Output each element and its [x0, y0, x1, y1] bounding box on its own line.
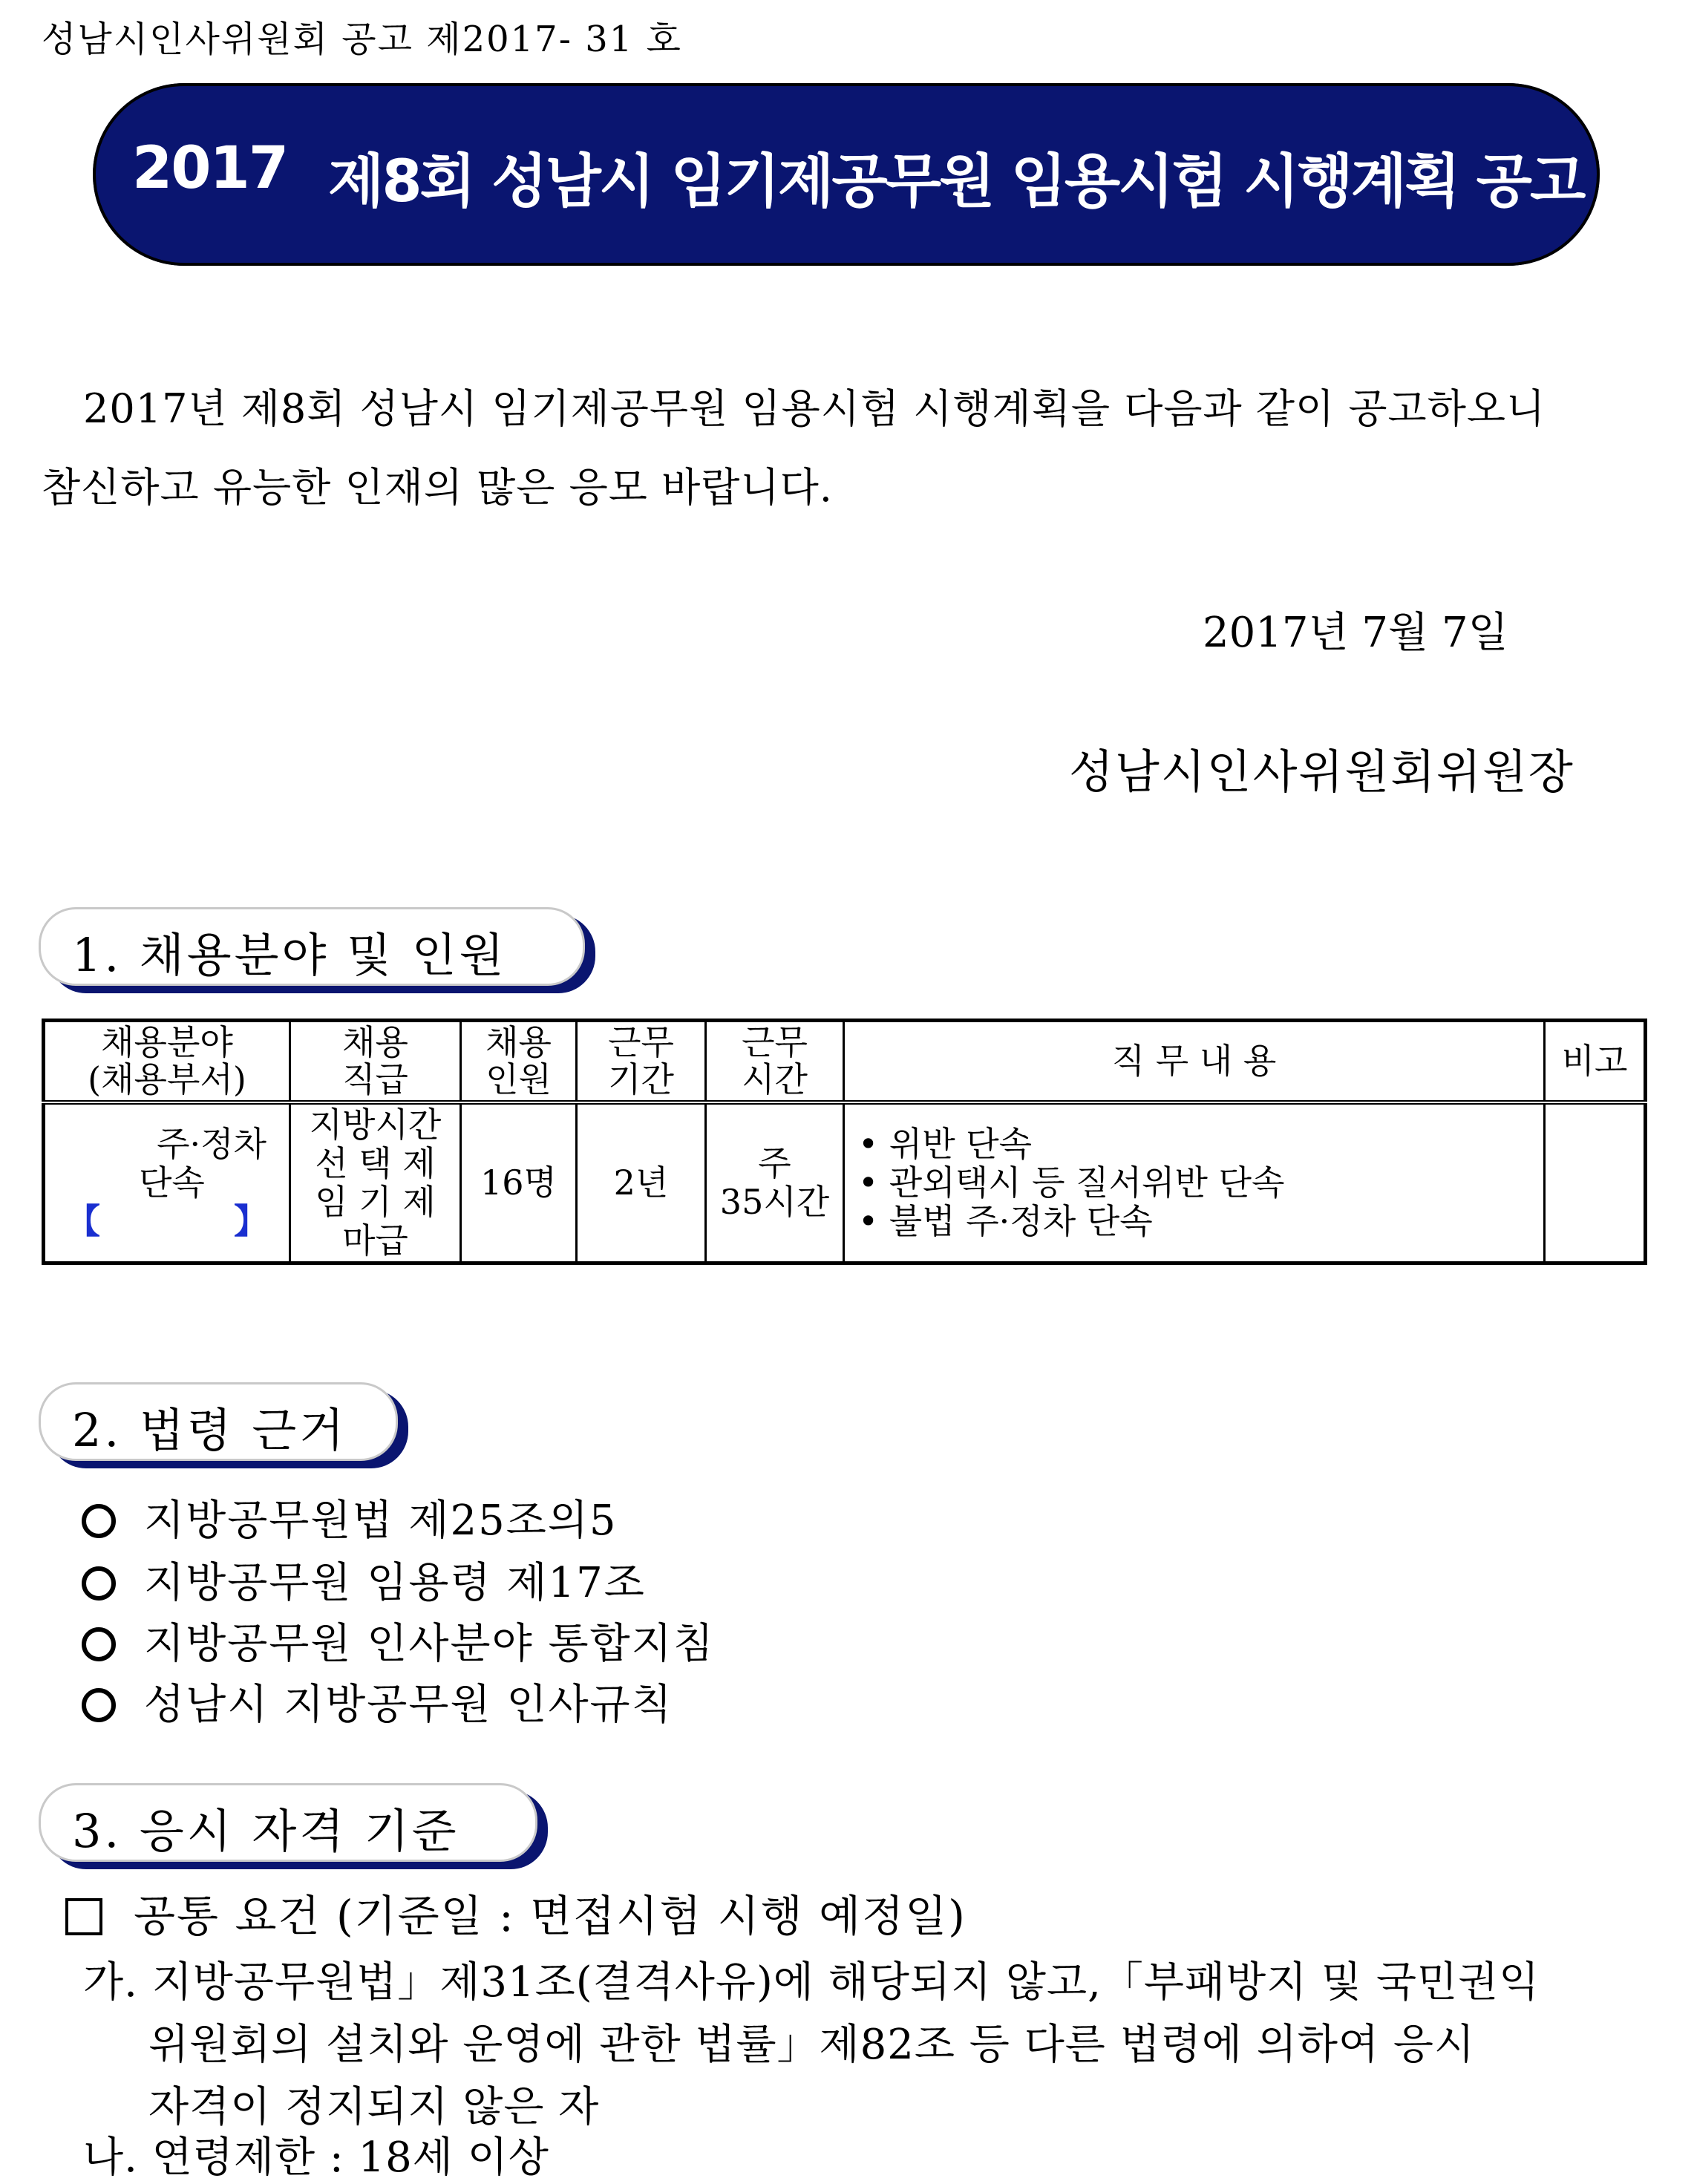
intro-line-2: 참신하고 유능한 인재의 많은 응모 바랍니다. [42, 464, 833, 511]
cell-grade: 지방시간 선 택 제 임 기 제 마급 [290, 1102, 461, 1263]
requirement-a-line-3: 자격이 정지되지 않은 자 [148, 2083, 600, 2131]
title-year: 2017 [132, 135, 288, 202]
circle-bullet-icon [82, 1566, 116, 1601]
signer: 성남시인사위원회위원장 [1069, 745, 1574, 799]
col-field: 채용분야 (채용부서) [44, 1021, 290, 1102]
cell-count: 16명 [461, 1102, 577, 1263]
intro-line-1: 2017년 제8회 성남시 임기제공무원 임용시험 시행계획을 다음과 같이 공고하오니 [83, 385, 1546, 432]
cell-field: 주·정차 단속 【 】 [44, 1102, 290, 1263]
table-row [44, 1102, 1646, 1263]
cell-hours: 주 35시간 [706, 1102, 844, 1263]
section-2-heading-tab [39, 1382, 398, 1461]
law-item: 지방공무원 임용령 제17조 [82, 1550, 646, 1609]
circle-bullet-icon [82, 1688, 116, 1722]
law-item: 성남시 지방공무원 인사규칙 [82, 1672, 673, 1731]
notice-number: 성남시인사위원회 공고 제2017- 31 호 [42, 19, 682, 60]
col-count: 채용 인원 [461, 1021, 577, 1102]
requirement-b: 나. 연령제한 : 18세 이상 [83, 2134, 549, 2182]
law-item: 지방공무원 인사분야 통합지침 [82, 1611, 715, 1670]
law-item: 지방공무원법 제25조의5 [82, 1488, 618, 1547]
col-grade: 채용 직급 [290, 1021, 461, 1102]
col-note: 비고 [1545, 1021, 1646, 1102]
notice-date: 2017년 7월 7일 [1203, 609, 1508, 657]
checkbox-square-icon [65, 1898, 102, 1935]
page-title: 제8회 성남시 임기제공무원 임용시험 시행계획 공고 [328, 148, 1584, 215]
section-3-heading-tab [39, 1783, 537, 1862]
circle-bullet-icon [82, 1627, 116, 1661]
circle-bullet-icon [82, 1504, 116, 1538]
section-1-heading-tab [39, 907, 585, 986]
col-duties: 직 무 내 용 [844, 1021, 1545, 1102]
section-2-heading: 2. 법령 근거 [72, 1403, 347, 1457]
requirement-a-line-1: 가. 지방공무원법」제31조(결격사유)에 해당되지 않고,「부패방지 및 국민권익 [83, 1958, 1540, 2007]
recruitment-table [42, 1019, 1647, 1265]
cell-note [1545, 1102, 1646, 1263]
col-hours: 근무 시간 [706, 1021, 844, 1102]
requirement-a-line-2: 위원회의 설치와 운영에 관한 법률」제82조 등 다른 법령에 의하여 응시 [148, 2021, 1476, 2069]
cell-duties: • 위반 단속 • 관외택시 등 질서위반 단속 • 불법 주·정차 단속 [844, 1102, 1545, 1263]
cell-period: 2년 [577, 1102, 706, 1263]
col-period: 근무 기간 [577, 1021, 706, 1102]
section-3-heading: 3. 응시 자격 기준 [72, 1804, 460, 1858]
common-requirements: 공통 요건 (기준일 : 면접시험 시행 예정일) [65, 1881, 967, 1943]
table-header-row [44, 1021, 1646, 1102]
section-1-heading: 1. 채용분야 및 인원 [72, 928, 507, 982]
